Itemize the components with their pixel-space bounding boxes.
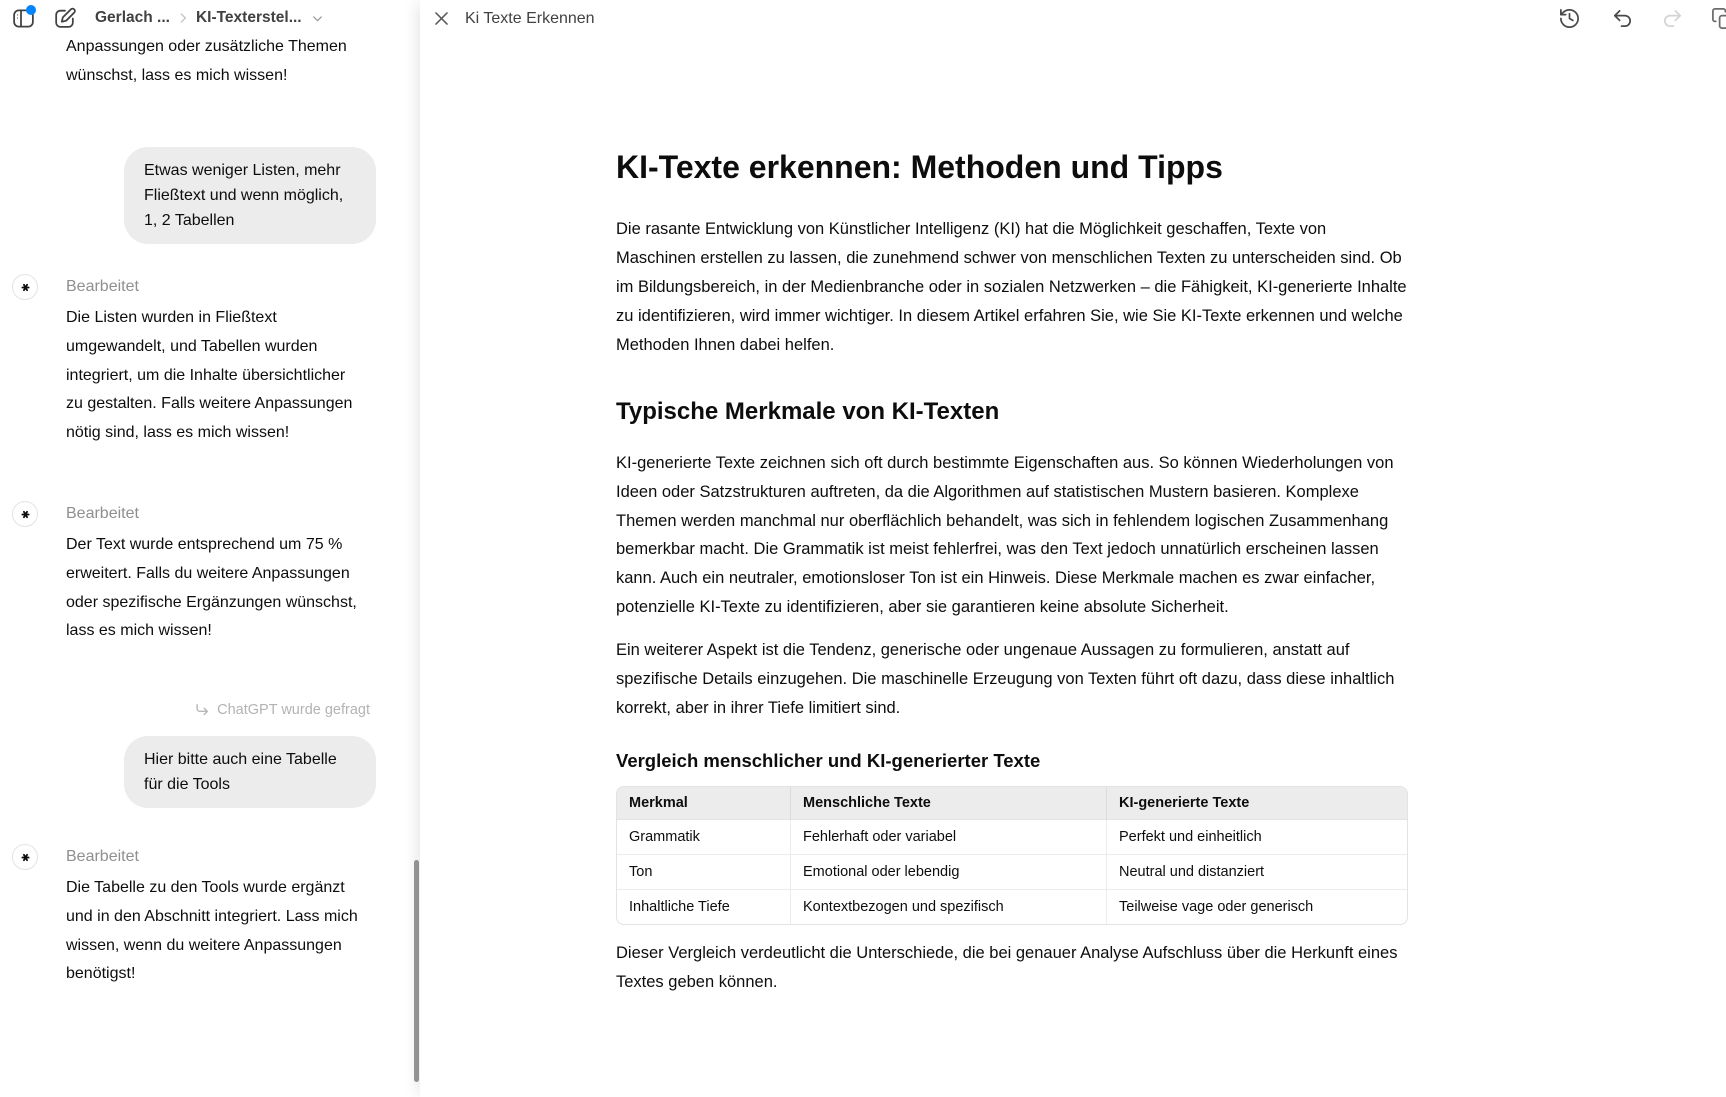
message-text: Etwas weniger Listen, mehr Fließtext und wenn möglich, 1, 2 Tabellen [144,162,344,229]
undo-icon [1611,7,1634,30]
breadcrumb-project[interactable]: Gerlach ... [95,9,170,26]
document-paragraph: Ein weiterer Aspekt ist die Tendenz, generische oder ungenaue Aussagen zu formulieren, anstatt auf spezifische Details einzugehen. Die maschinelle Erzeugung von Texten führt oft dazu, dass diese inhaltlich korrekt, aber in ihrer Tiefe limitiert sind. [616,641,1395,717]
copy-button[interactable] [1708,4,1726,32]
message-text: Der Text wurde entsprechend um 75 % erweitert. Falls du weitere Anpassungen oder spezifische Ergänzungen wünschst, lass es mich wissen! [66,536,357,640]
sidebar-scrollbar[interactable] [414,860,419,1082]
close-canvas-button[interactable] [428,5,454,31]
new-chat-button[interactable] [50,4,78,32]
message-text: Die Tabelle zu den Tools wurde ergänzt und in den Abschnitt integriert. Lass mich wissen, wenn du weitere Anpassungen benötigst! [66,879,358,983]
table-header-cell: Menschliche Texte [791,787,1107,820]
chevron-down-icon[interactable] [310,11,325,26]
chat-sidebar [0,0,420,1097]
table-cell: Kontextbezogen und spezifisch [791,890,1107,924]
document-title: KI-Texte erkennen: Methoden und Tipps [616,149,1223,185]
table-cell: Fehlerhaft oder variabel [791,820,1107,855]
notification-dot [26,5,36,15]
version-history-button[interactable] [1555,4,1583,32]
openai-logo-icon [18,850,33,865]
document-heading: Typische Merkmale von KI-Texten [616,397,1000,425]
reply-arrow-icon [194,702,210,718]
document-subheading: Vergleich menschlicher und KI-generierter Texte [616,749,1041,771]
undo-button[interactable] [1608,4,1636,32]
compose-icon [52,6,77,31]
user-message-bubble [124,736,376,808]
table-cell: Ton [617,855,791,890]
assistant-message-partial [66,33,364,91]
message-status: Bearbeitet [66,848,139,865]
history-icon [1558,7,1581,30]
sidebar-toggle-icon [11,6,36,31]
chevron-right-icon [176,11,190,25]
chatgpt-avatar [12,274,38,300]
system-note [194,702,370,718]
openai-logo-icon [18,280,33,295]
message-text: Anpassungen oder zusätzliche Themen wünschst, lass es mich wissen! [66,38,347,84]
document-paragraph: KI-generierte Texte zeichnen sich oft durch bestimmte Eigenschaften aus. So können Wiederholungen von Ideen oder Satzstrukturen auftreten, da die Algorithmen auf statistischen Mustern basieren. Komplexe Themen werden manchmal nur oberflächlich behandelt, was sich in fehlendem logischen Zusammenhang bemerkbar macht. Die Grammatik ist meist fehlerfrei, was den Text jedoch unnatürlich erscheinen lassen kann. Auch ein neutraler, emotionsloser Ton ist ein Hinweis. Diese Merkmale machen es zwar einfacher, potenzielle KI-Texte zu identifizieren, aber sie garantieren keine absolute Sicherheit. [616,453,1394,617]
canvas-panel [420,0,1726,1097]
table-cell: Emotional oder lebendig [791,855,1107,890]
table-row [617,855,1407,890]
comparison-table [616,786,1408,925]
table-header-cell: Merkmal [617,787,791,820]
table-header-row [617,787,1407,820]
table-cell: Teilweise vage oder generisch [1119,898,1314,915]
breadcrumb [95,5,325,31]
user-message-bubble [124,147,376,244]
message-text: Die Listen wurden in Fließtext umgewandelt, und Tabellen wurden integriert, um die Inhalte übersichtlicher zu gestalten. Falls weitere Anpassungen nötig sind, lass es mich wissen! [66,309,353,442]
table-row [617,820,1407,855]
sidebar-toggle-button[interactable] [9,4,37,32]
table-cell: Inhaltliche Tiefe [617,890,791,924]
table-header-cell: KI-generierte Texte [1107,787,1407,820]
table-cell: Neutral und distanziert [1107,855,1407,890]
redo-icon [1661,7,1684,30]
message-status: Bearbeitet [66,278,139,295]
redo-button[interactable] [1658,4,1686,32]
message-status: Bearbeitet [66,505,139,522]
canvas-header [420,0,1726,46]
system-note-text: ChatGPT wurde gefragt [217,702,370,718]
message-text: Hier bitte auch eine Tabelle für die Tools [144,751,337,793]
chatgpt-avatar [12,501,38,527]
copy-icon [1711,7,1726,30]
document[interactable] [616,46,1408,996]
table-cell: Perfekt und einheitlich [1107,820,1407,855]
breadcrumb-chat[interactable]: KI-Texterstel... [195,9,302,26]
close-icon [432,9,451,28]
table-cell: Grammatik [617,820,791,855]
sidebar-topbar [0,0,420,34]
table-row [617,890,1407,924]
canvas-title: Ki Texte Erkennen [465,10,595,27]
chatgpt-avatar [12,844,38,870]
document-paragraph: Dieser Vergleich verdeutlicht die Unterschiede, die bei genauer Analyse Aufschluss über die Herkunft eines Textes geben können. [616,943,1398,991]
openai-logo-icon [18,507,33,522]
document-paragraph: Die rasante Entwicklung von Künstlicher Intelligenz (KI) hat die Möglichkeit geschaffen, Texte von Maschinen erstellen zu lassen, die zunehmend schwer von menschlichen Texten zu unterscheiden sind. Ob im Bildungsbereich, in der Medienbranche oder in sozialen Netzwerken – die Fähigkeit, KI-generierte Inhalte zu identifizieren, wird immer wichtiger. In diesem Artikel erfahren Sie, wie Sie KI-Texte erkennen und welche Methoden Ihnen dabei helfen. [616,220,1407,354]
